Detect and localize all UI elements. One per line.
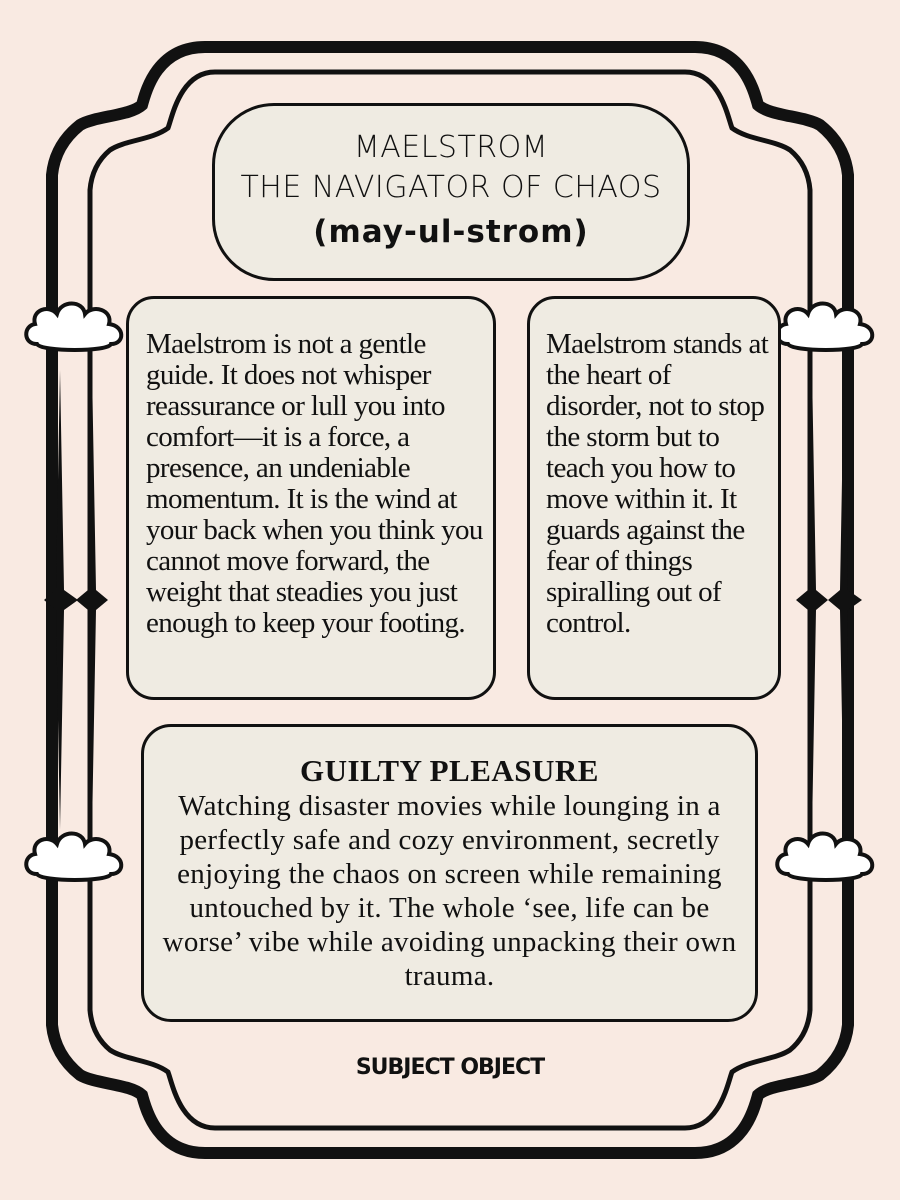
brand-logo: SUBJECT OBJECT xyxy=(355,1055,545,1080)
guilty-pleasure-panel xyxy=(141,724,758,1022)
description-right-text: Maelstrom stands at the heart of disorder, not to stop the storm but to teach you how to move within it. It guards against the fear of things spiralling out of control. xyxy=(546,328,769,639)
guilty-pleasure-heading: GUILTY PLEASURE xyxy=(300,753,599,788)
title-panel xyxy=(212,103,690,281)
card-title: MAELSTROM xyxy=(353,130,549,165)
pronunciation: (may-ul-strom) xyxy=(313,214,589,250)
cloud-icon xyxy=(777,304,872,351)
card-subtitle: THE NAVIGATOR OF CHAOS xyxy=(240,170,662,205)
guilty-pleasure-text: Watching disaster movies while lounging in a perfectly safe and cozy environment, secretly enjoying the chaos on screen while remaining untouched by it. The whole ‘see, life can be worse’ vibe while avoiding unpacking their own trauma. xyxy=(162,790,737,992)
description-panel-right xyxy=(527,296,781,700)
cloud-icon xyxy=(777,834,872,881)
description-panel-left xyxy=(126,296,496,700)
cloud-icon xyxy=(26,834,121,881)
description-left-text: Maelstrom is not a gentle guide. It does not whisper reassurance or lull you into comfort—it is a force, a presence, an undeniable momentum. It is the wind at your back when you think you cannot move forward, the weight that steadies you just enough to keep your footing. xyxy=(146,328,483,639)
cloud-icon xyxy=(26,304,121,351)
